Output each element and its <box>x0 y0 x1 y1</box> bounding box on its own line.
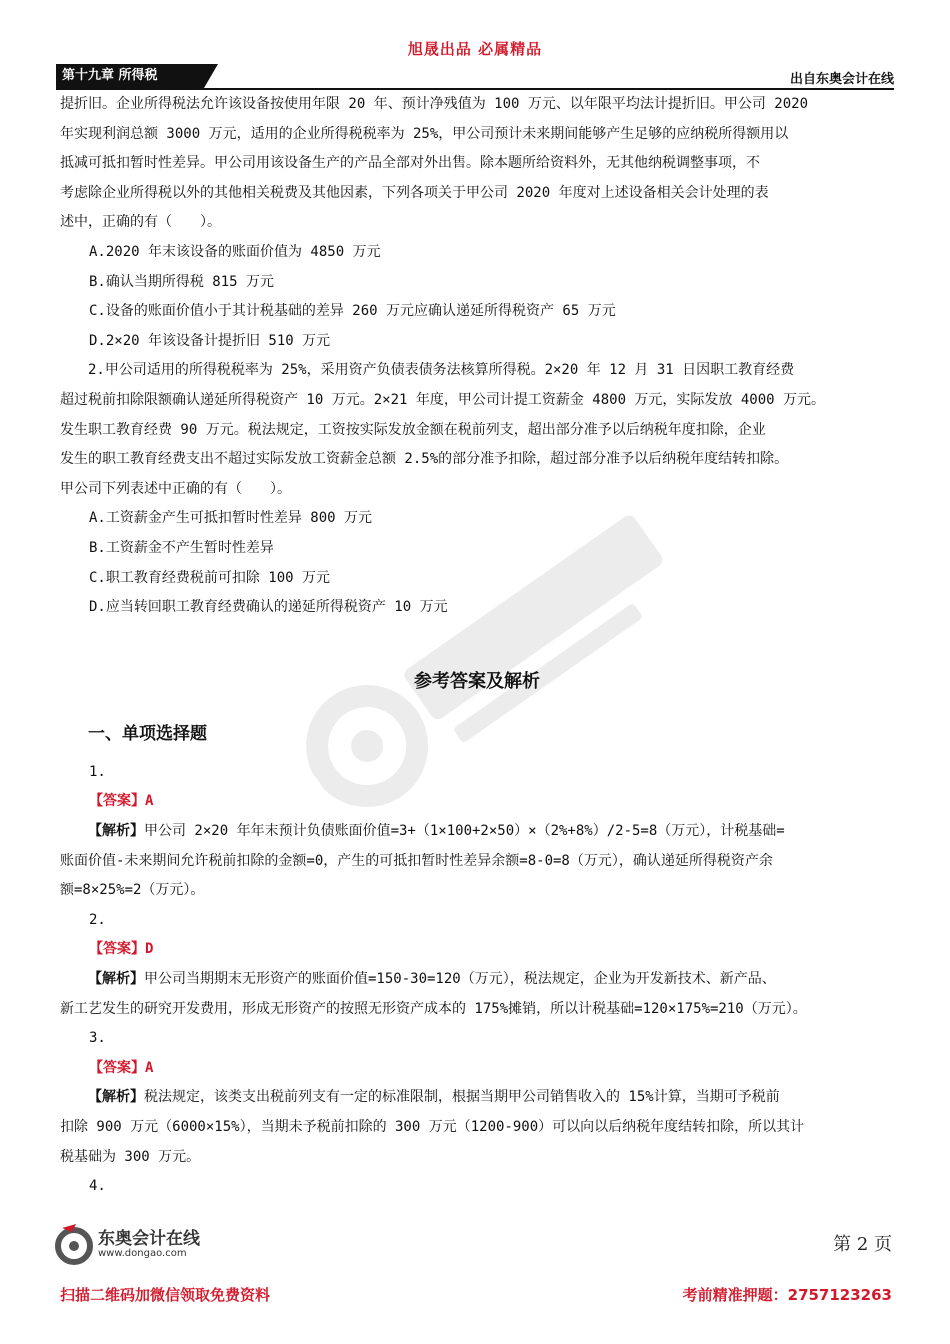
analysis-text: 甲公司 2×20 年年末预计负债账面价值=3+（1×100+2×50）×（2%+8%）/2-5=8（万元），计税基础= <box>144 823 785 840</box>
answer-tag: 【答案】 <box>89 793 145 810</box>
answer-number: 4. <box>89 1178 106 1195</box>
analysis-text: 税法规定，该类支出税前列支有一定的标准限制，根据当期甲公司销售收入的 15%计算，当期可予税前 <box>144 1089 780 1106</box>
dongao-logo-icon <box>54 1222 94 1266</box>
chapter-header-bar <box>56 64 894 90</box>
chapter-tab-decoration <box>204 64 218 88</box>
q2-line: 2.甲公司适用的所得税税率为 25%，采用资产负债表债务法核算所得税。2×20 年 12 月 31 日因职工教育经费 <box>88 362 795 379</box>
answer-value: A <box>145 793 154 810</box>
footer-promo-left: 扫描二维码加微信领取免费资料 <box>60 1286 271 1304</box>
analysis-line <box>60 965 894 995</box>
q1-option-b: B.确认当期所得税 815 万元 <box>89 273 275 290</box>
answer-tag: 【答案】 <box>89 941 145 958</box>
logo-name: 东奥会计在线 <box>98 1229 200 1249</box>
q2-option-b: B.工资薪金不产生暂时性差异 <box>89 539 274 556</box>
chapter-title: 第十九章 所得税 <box>56 64 204 88</box>
page-content <box>60 90 894 1202</box>
analysis-tag: 【解析】 <box>88 971 144 988</box>
answers-section-title: 参考答案及解析 <box>414 670 540 692</box>
question-1-text <box>60 90 894 238</box>
top-banner: 旭晟出品 必属精品 <box>407 40 543 58</box>
q2-line: 甲公司下列表述中正确的有（ ）。 <box>60 480 291 497</box>
analysis-tag: 【解析】 <box>88 1089 144 1106</box>
analysis-text: 甲公司当期期末无形资产的账面价值=150-30=120（万元），税法规定，企业为开发新技术、新产品、 <box>144 971 776 988</box>
answer-line <box>60 787 894 817</box>
analysis-line: 新工艺发生的研究开发费用，形成无形资产的按照无形资产成本的 175%摊销，所以计税基础=120×175%=210（万元）。 <box>60 1000 807 1017</box>
q2-line: 发生职工教育经费 90 万元。税法规定，工资按实际发放金额在税前列支，超出部分准予以后纳税年度扣除，企业 <box>60 421 766 438</box>
question-1-options <box>60 238 894 356</box>
analysis-line: 账面价值-未来期间允许税前扣除的金额=0，产生的可抵扣暂时性差异余额=8-0=8（万元），确认递延所得税资产余 <box>60 852 773 869</box>
logo-url: www.dongao.com <box>98 1248 187 1259</box>
page-number: 第 2 页 <box>833 1234 892 1255</box>
analysis-line: 扣除 900 万元（6000×15%），当期未予税前扣除的 300 万元（1200-900）可以向以后纳税年度结转扣除，所以其计 <box>60 1119 805 1135</box>
q1-option-c: C.设备的账面价值小于其计税基础的差异 260 万元应确认递延所得税资产 65 万元 <box>89 303 616 320</box>
q1-line: 年实现利润总额 3000 万元，适用的企业所得税税率为 25%，甲公司预计未来期间能够产生足够的应纳税所得额用以 <box>60 125 789 142</box>
analysis-line: 额=8×25%=2（万元）。 <box>60 882 205 899</box>
q1-option-a: A.2020 年末该设备的账面价值为 4850 万元 <box>89 243 381 260</box>
analysis-line <box>60 1083 894 1113</box>
answer-tag: 【答案】 <box>89 1059 145 1076</box>
footer-logo <box>54 1222 254 1270</box>
single-choice-heading: 一、单项选择题 <box>88 724 207 745</box>
q1-option-d: D.2×20 年该设备计提折旧 510 万元 <box>89 332 331 349</box>
answer-line <box>60 1054 894 1084</box>
q2-option-a: A.工资薪金产生可抵扣暂时性差异 800 万元 <box>89 510 372 527</box>
q2-line: 发生的职工教育经费支出不超过实际发放工资薪金总额 2.5%的部分准予扣除，超过部分准予以后纳税年度结转扣除。 <box>60 451 789 468</box>
question-2-options <box>60 504 894 622</box>
analysis-line <box>60 817 894 847</box>
answer-number: 1. <box>89 763 106 780</box>
answer-number: 3. <box>89 1030 106 1047</box>
q2-line: 超过税前扣除限额确认递延所得税资产 10 万元。2×21 年度，甲公司计提工资薪金 4800 万元，实际发放 4000 万元。 <box>60 391 826 408</box>
q1-line: 考虑除企业所得税以外的其他相关税费及其他因素，下列各项关于甲公司 2020 年度对上述设备相关会计处理的表 <box>60 184 769 201</box>
answer-number: 2. <box>89 911 106 928</box>
q1-line: 提折旧。企业所得税法允许该设备按使用年限 20 年、预计净残值为 100 万元、以年限平均法计提折旧。甲公司 2020 <box>60 96 808 112</box>
q2-option-c: C.职工教育经费税前可扣除 100 万元 <box>89 569 331 586</box>
q1-line: 述中，正确的有（ ）。 <box>60 214 221 231</box>
question-2-text <box>60 356 894 504</box>
footer-promo-right: 考前精准押题：2757123263 <box>682 1286 892 1304</box>
analysis-tag: 【解析】 <box>88 823 144 840</box>
answer-line <box>60 935 894 965</box>
q2-option-d: D.应当转回职工教育经费确认的递延所得税资产 10 万元 <box>89 599 448 616</box>
source-label: 出自东奥会计在线 <box>789 72 894 87</box>
answer-value: D <box>145 941 154 958</box>
analysis-line: 税基础为 300 万元。 <box>60 1148 201 1165</box>
q1-line: 抵减可抵扣暂时性差异。甲公司用该设备生产的产品全部对外出售。除本题所给资料外，无其他纳税调整事项，不 <box>60 155 760 172</box>
answer-value: A <box>145 1059 154 1076</box>
